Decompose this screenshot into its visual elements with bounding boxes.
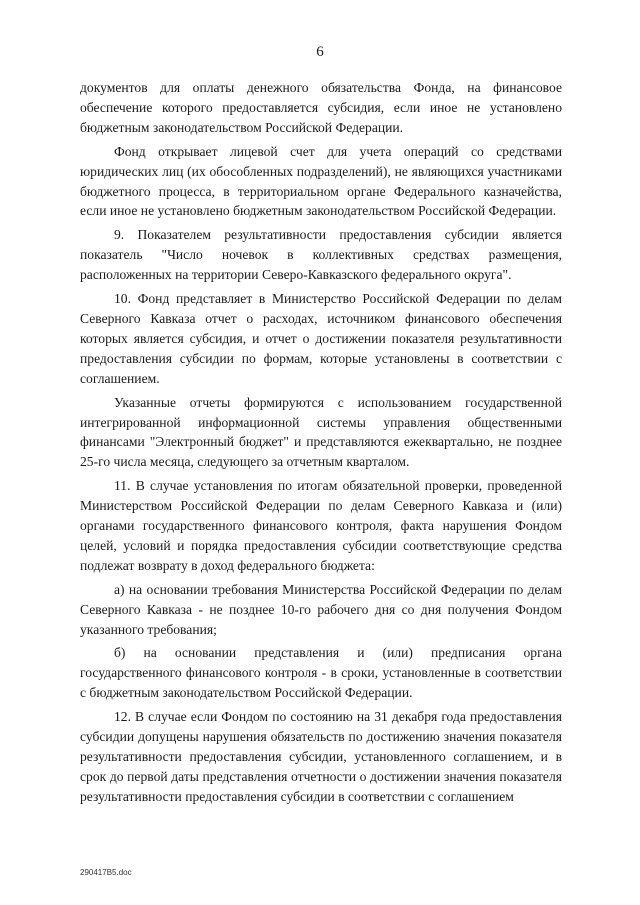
paragraph-9: 9. Показателем результативности предоставления субсидии является показатель "Число ночевок в коллективных средствах размещения, расположенных на территории Северо-Кавказского федерального округа".	[80, 227, 562, 283]
paragraph-reports: Указанные отчеты формируются с использованием государственной интегрированной информационной системы управления общественными финансами "Электронный бюджет" и представляются ежеквартально, не позднее 25-го числа месяца, следующего за отчетным кварталом.	[80, 394, 562, 470]
paragraph-continuation: документов для оплаты денежного обязательства Фонда, на финансовое обеспечение которого предоставляется субсидия, если иное не установлено бюджетным законодательством Российской Федерации.	[80, 80, 562, 135]
page-number: 6	[316, 44, 324, 60]
document-body	[80, 78, 562, 811]
paragraph-personal-account: Фонд открывает лицевой счет для учета операций со средствами юридических лиц (их обособленных подразделений), не являющихся участниками бюджетного процесса, в территориальном органе Федерального казначейства, если иное не установлено бюджетным законодательством Российской Федерации.	[80, 143, 562, 219]
paragraph-12: 12. В случае если Фондом по состоянию на 31 декабря года предоставления субсидии допущены нарушения обязательств по достижению значения показателя результативности предоставления субсидии, установленного соглашением, и в срок до первой даты представления отчетности о достижении значения показателя результативности предоставления субсидии в соответствии с соглашением	[80, 709, 562, 804]
paragraph-10: 10. Фонд представляет в Министерство Российской Федерации по делам Северного Кавказа отчет о расходах, источником финансового обеспечения которых является субсидия, и отчет о достижении показателя результативности предоставления субсидии по формам, которые установлены в соответствии с соглашением.	[80, 291, 562, 386]
paragraph-11-a: а) на основании требования Министерства Российской Федерации по делам Северного Кавказа - не позднее 10-го рабочего дня со дня получения Фондом указанного требования;	[80, 581, 562, 637]
document-footer: 290417В5.doc	[80, 868, 132, 877]
paragraph-11-b: б) на основании представления и (или) предписания органа государственного финансового контроля - в сроки, установленные в соответствии с бюджетным законодательством Российской Федерации.	[80, 645, 562, 701]
paragraph-11: 11. В случае установления по итогам обязательной проверки, проведенной Министерством Российской Федерации по делам Северного Кавказа и (или) органами государственного финансового контроля, факта нарушения Фондом целей, условий и порядка предоставления субсидии соответствующие средства подлежат возврату в доход федерального бюджета:	[80, 478, 562, 573]
